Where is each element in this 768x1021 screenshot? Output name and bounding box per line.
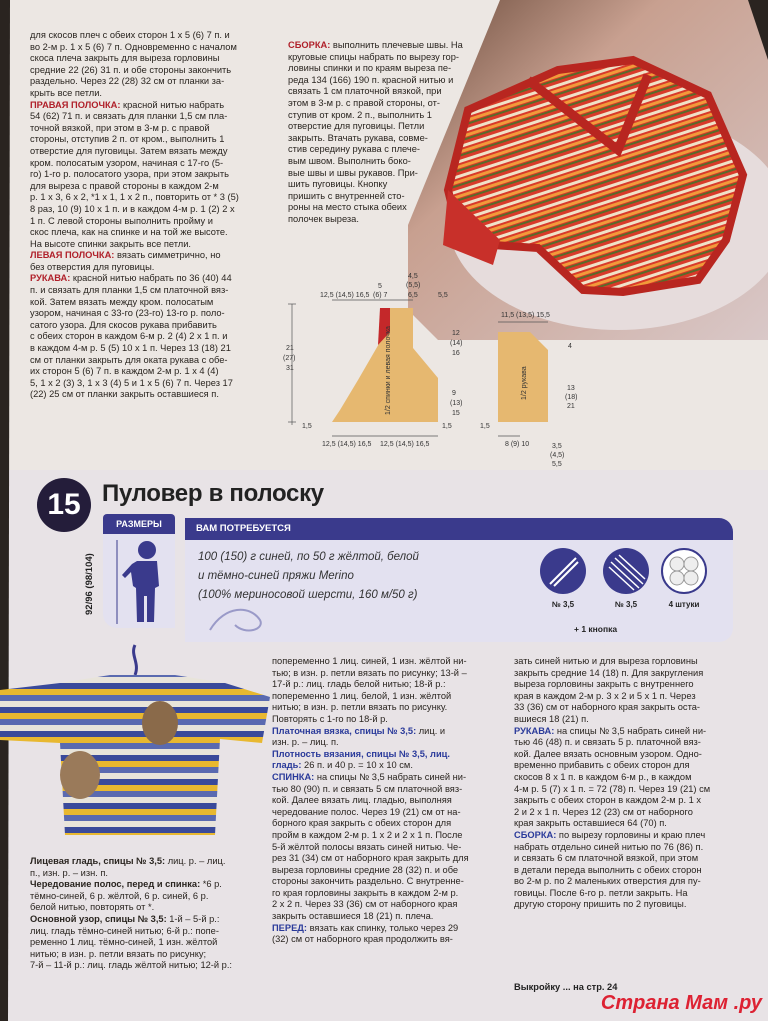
sleeve-1-5: 1,5 bbox=[480, 423, 490, 430]
text-line bbox=[30, 914, 272, 926]
pattern-number-badge: 15 bbox=[37, 478, 91, 532]
top-column-left bbox=[30, 30, 280, 401]
line-text: красной нитью набрать bbox=[120, 99, 225, 110]
tool-label-1: № 3,5 bbox=[551, 600, 575, 609]
text-line bbox=[30, 146, 280, 158]
text-line bbox=[514, 899, 746, 911]
text-line bbox=[30, 879, 272, 891]
line-text: закрыть оставшиеся 18 (21) п. плеча. bbox=[272, 911, 434, 922]
text-line bbox=[514, 714, 746, 726]
dim-side-3: 31 bbox=[286, 365, 294, 372]
sleeve-bottom: 8 (9) 10 bbox=[505, 441, 530, 448]
text-line bbox=[30, 100, 280, 112]
line-text: кой. Далее вязать лиц. гладью, выполняя bbox=[272, 795, 452, 806]
dim-side-1: 21 bbox=[286, 345, 294, 352]
yarn-swirl-icon bbox=[205, 600, 285, 640]
line-text: во 2-м р. по 2 маленьких отверстия для пу- bbox=[514, 876, 701, 887]
text-line bbox=[514, 784, 746, 796]
text-line bbox=[30, 216, 280, 228]
line-text: ременно 1 лиц. тёмно-синей, 1 изн. жёлтой bbox=[30, 937, 218, 948]
text-line bbox=[288, 86, 488, 98]
text-line bbox=[514, 679, 746, 691]
pattern-page-ref: Выкройку ... на стр. 24 bbox=[514, 982, 618, 992]
line-text: красной нитью набрать по 36 (40) 44 bbox=[70, 273, 232, 284]
line-text: 1-й – 5-й р.: bbox=[166, 913, 220, 924]
line-text: 7-й – 11-й р.: лиц. гладь жёлтой нитью; 12-й р.: bbox=[30, 960, 233, 971]
dim-bottom-a: 1,5 bbox=[302, 423, 312, 430]
text-line bbox=[30, 53, 280, 65]
line-text: вшиеся 18 (21) п. bbox=[514, 713, 589, 724]
text-line bbox=[30, 250, 280, 262]
yarn-line-2: и тёмно-синей пряжи Merino bbox=[198, 570, 354, 582]
text-line bbox=[30, 297, 280, 309]
text-line bbox=[514, 830, 746, 842]
materials-label: ВАМ ПОТРЕБУЕТСЯ bbox=[196, 523, 291, 534]
line-text: борного края закрыть с обеих сторон для bbox=[272, 818, 452, 829]
text-line bbox=[272, 807, 504, 819]
line-text: лиц. и bbox=[416, 725, 446, 736]
line-text: 1 п. С левой стороны выполнить пройму и bbox=[30, 215, 213, 226]
dim-side-2: (27) bbox=[283, 355, 296, 362]
pattern-schematic bbox=[280, 270, 580, 470]
text-line bbox=[272, 714, 504, 726]
text-line bbox=[30, 181, 280, 193]
striped-pullover-photo bbox=[0, 635, 270, 855]
dim-right-6: 15 bbox=[452, 410, 460, 417]
section-heading: РУКАВА: bbox=[30, 273, 71, 284]
line-text: кром. полосатым узором, начиная с 17-го (5- bbox=[30, 157, 224, 168]
dim-right-4: 9 bbox=[452, 390, 456, 397]
line-text: кой. Далее вязать основным узором. Одно- bbox=[514, 748, 702, 759]
line-text: нитью; в изн. р. петли вязать по рисунку; bbox=[30, 948, 207, 959]
line-text: го) 1-го р. полосатого узора, при этом закрыть bbox=[30, 169, 229, 180]
text-line bbox=[30, 65, 280, 77]
text-line bbox=[30, 856, 272, 868]
text-line bbox=[514, 691, 746, 703]
text-line bbox=[288, 202, 488, 214]
straight-needles-icon bbox=[540, 548, 586, 594]
dim-bottom-w1: 12,5 (14,5) 16,5 bbox=[322, 441, 372, 448]
text-line bbox=[272, 923, 504, 935]
text-line bbox=[30, 76, 280, 88]
line-text: чередование полос. Через 19 (21) см от на- bbox=[272, 806, 461, 817]
text-line bbox=[30, 331, 280, 343]
line-text: стороны, отступив 2 п. от кром., выполнить 1 bbox=[30, 134, 225, 145]
section-heading: РУКАВА: bbox=[514, 725, 555, 736]
line-text: другую сторону пришить по 2 пуговицы. bbox=[514, 899, 687, 910]
text-line bbox=[514, 818, 746, 830]
text-line bbox=[272, 853, 504, 865]
line-text: стороны закончить раздельно. С внутренне- bbox=[272, 876, 464, 887]
text-line bbox=[30, 285, 280, 297]
text-line bbox=[514, 737, 746, 749]
buttons-icon bbox=[661, 548, 707, 594]
line-text: 8 раз, 10 (9) 10 х 1 п. и в каждом 4-м р. 1 (2) 2 х bbox=[30, 203, 235, 214]
text-line bbox=[514, 795, 746, 807]
dim-right-1: 12 bbox=[452, 330, 460, 337]
line-text: попеременно 1 лиц. синей, 1 изн. жёлтой ни- bbox=[272, 656, 467, 666]
text-line bbox=[272, 760, 504, 772]
line-text: сатого узора. Для скосов рукава прибавить bbox=[30, 319, 217, 330]
text-line bbox=[30, 192, 280, 204]
bottom-column-b bbox=[272, 656, 504, 946]
text-line bbox=[30, 273, 280, 285]
text-line bbox=[272, 888, 504, 900]
line-text: связать 1 см платочной вязкой, при bbox=[288, 86, 442, 97]
text-line bbox=[288, 63, 488, 75]
line-text: попеременно 1 лиц. белой, 1 изн. жёлтой bbox=[272, 690, 452, 701]
line-text: для выреза с правой стороны в каждом 2-м bbox=[30, 180, 219, 191]
text-line bbox=[288, 191, 488, 203]
line-text: пришить с внутренней сто- bbox=[288, 190, 405, 201]
dim-right-2: (14) bbox=[450, 340, 463, 347]
dim-top-r2: (5,5) bbox=[406, 282, 421, 289]
top-column-right bbox=[288, 40, 488, 226]
text-line bbox=[30, 343, 280, 355]
text-line bbox=[272, 679, 504, 691]
line-text: ступив от кром. 2 п., выполнить 1 bbox=[288, 109, 432, 120]
text-line bbox=[288, 121, 488, 133]
line-text: в детали переда выполнить с обеих сторон bbox=[514, 864, 702, 875]
line-text: закрыть с обеих сторон в каждом 2-м р. 1 х bbox=[514, 795, 702, 806]
text-line bbox=[272, 726, 504, 738]
line-text: вые швы и швы рукавов. При- bbox=[288, 167, 418, 178]
line-text: выреза горловины закрыть с внутреннего bbox=[514, 679, 694, 690]
line-text: тью 80 (90) п. и связать 5 см платочной вяз- bbox=[272, 783, 463, 794]
line-text: раздельно. Через 22 (28) 32 см от планки за- bbox=[30, 76, 225, 87]
text-line bbox=[30, 366, 280, 378]
line-text: *6 р. bbox=[200, 879, 222, 890]
line-text: изн. р. – лиц. п. bbox=[272, 737, 339, 748]
line-text: круговые спицы набрать по вырезу гор- bbox=[288, 51, 459, 62]
text-line bbox=[30, 262, 280, 274]
text-line bbox=[30, 308, 280, 320]
text-line bbox=[272, 876, 504, 888]
line-text: выреза горловины средние 28 (32) п. и обе bbox=[272, 864, 459, 875]
text-line bbox=[30, 42, 280, 54]
text-line bbox=[288, 179, 488, 191]
line-text: скоса плеча закрыть для выреза горловины bbox=[30, 53, 220, 64]
line-text: вязать симметрично, но bbox=[114, 250, 221, 261]
text-line bbox=[514, 865, 746, 877]
line-text: рез 31 (34) см от наборного края закрыть для bbox=[272, 853, 469, 864]
sleeve-13: 13 bbox=[567, 385, 575, 392]
line-text: кой. Затем вязать между кром. полосатым bbox=[30, 296, 214, 307]
line-text: 26 п. и 40 р. = 10 х 10 см. bbox=[301, 760, 413, 771]
text-line bbox=[272, 842, 504, 854]
line-text: вязать как спинку, только через 29 bbox=[307, 922, 459, 933]
dim-top-left: 12,5 (14,5) 16,5 bbox=[320, 292, 370, 299]
text-line bbox=[272, 737, 504, 749]
text-line bbox=[272, 911, 504, 923]
line-text: говицы. После 6-го р. петли закрыть. На bbox=[514, 887, 688, 898]
line-text: см от планки закрыть для оката рукава с обе- bbox=[30, 354, 228, 365]
tool-label-3: 4 штуки bbox=[668, 600, 700, 609]
dim-top-r3: 6,5 bbox=[408, 292, 418, 299]
text-line bbox=[30, 926, 272, 938]
section-heading: СБОРКА: bbox=[514, 829, 557, 840]
text-line bbox=[272, 691, 504, 703]
text-line bbox=[30, 949, 272, 961]
yarn-line-1: 100 (150) г синей, по 50 г жёлтой, белой bbox=[198, 551, 419, 563]
line-text: полочек выреза. bbox=[288, 213, 359, 224]
line-text: в каждом 4-м р. 5 (5) 10 х 1 п. Через 13 (18) 21 bbox=[30, 343, 231, 354]
text-line bbox=[514, 760, 746, 772]
section-heading: Плотность вязания, спицы № 3,5, лиц. bbox=[272, 748, 450, 759]
dim-top-r1: 4,5 bbox=[408, 273, 418, 280]
line-text: стив середину рукава с плече- bbox=[288, 144, 420, 155]
line-text: реда 134 (166) 190 п. красной нитью и bbox=[288, 74, 454, 85]
text-line bbox=[30, 158, 280, 170]
line-text: (22) 25 см от планки закрыть оставшиеся п. bbox=[30, 389, 219, 400]
sizes-box bbox=[103, 534, 175, 628]
text-line bbox=[288, 40, 488, 52]
watermark-logo: Страна Мам .ру bbox=[600, 992, 762, 1014]
line-text: нитью; в изн. р. петли вязать по рисунку. bbox=[272, 702, 448, 713]
text-line bbox=[30, 30, 280, 42]
text-line bbox=[288, 110, 488, 122]
sleeve-label: 1/2 рукава bbox=[521, 366, 528, 400]
sleeve-4: 4 bbox=[568, 343, 572, 350]
line-text: их сторон 5 (6) 7 п. в каждом 2-м р. 1 х 4 (4) bbox=[30, 366, 219, 377]
bottom-column-a bbox=[30, 856, 272, 972]
line-text: тью 46 (48) п. и связать 5 р. платочной вяз- bbox=[514, 737, 701, 748]
line-text: роны на место стыка обеих bbox=[288, 202, 407, 213]
line-text: закрыть средние 14 (18) п. Для закругления bbox=[514, 667, 704, 678]
line-text: 33 (36) см от наборного края закрыть оста- bbox=[514, 702, 700, 713]
line-text: Повторять с 1-го по 18-й р. bbox=[272, 713, 388, 724]
tool-label-2: № 3,5 bbox=[614, 600, 638, 609]
line-text: на спицы № 3,5 набрать синей ни- bbox=[314, 771, 467, 782]
text-line bbox=[30, 227, 280, 239]
text-line bbox=[272, 784, 504, 796]
line-text: На высоте спинки закрыть все петли. bbox=[30, 238, 191, 249]
text-line bbox=[30, 355, 280, 367]
sizes-value: 92/96 (98/104) bbox=[84, 553, 95, 615]
text-line bbox=[288, 144, 488, 156]
line-text: края в каждом 2-м р. 3 х 2 и 5 х 1 п. Через bbox=[514, 690, 696, 701]
child-silhouette-icon bbox=[103, 534, 175, 628]
section-heading: ЛЕВАЯ ПОЛОЧКА: bbox=[30, 250, 115, 261]
section-heading: ПРАВАЯ ПОЛОЧКА: bbox=[30, 99, 121, 110]
text-line bbox=[30, 111, 280, 123]
text-line bbox=[30, 204, 280, 216]
text-line bbox=[288, 133, 488, 145]
text-line bbox=[272, 702, 504, 714]
text-line bbox=[288, 75, 488, 87]
text-line bbox=[30, 123, 280, 135]
line-text: по вырезу горловины и краю плеч bbox=[556, 829, 706, 840]
sleeve-18: (18) bbox=[565, 394, 578, 401]
section-heading: гладь: bbox=[272, 760, 302, 771]
section-heading: Чередование полос, перед и спинка: bbox=[30, 879, 201, 890]
line-text: го края горловины закрыть в каждом 2-м р. bbox=[272, 887, 459, 898]
line-text: узором, начиная с 33-го (23-го) 13-го р. поло- bbox=[30, 308, 225, 319]
text-line bbox=[272, 795, 504, 807]
text-line bbox=[30, 937, 272, 949]
text-line bbox=[30, 891, 272, 903]
sleeve-21: 21 bbox=[567, 403, 575, 410]
text-line bbox=[30, 902, 272, 914]
line-text: без отверстия для пуговицы. bbox=[30, 261, 155, 272]
line-text: 5, 1 х 2 (3) 3, 1 х 3 (4) 5 и 1 х 5 (6) 7 п. Через 17 bbox=[30, 377, 233, 388]
text-line bbox=[30, 88, 280, 100]
line-text: зать синей нитью и для выреза горловины bbox=[514, 656, 698, 666]
line-text: 2 и 2 х 1 п. Через 12 (23) см от наборного bbox=[514, 806, 693, 817]
dim-top-r4: 5,5 bbox=[438, 292, 448, 299]
text-line bbox=[514, 772, 746, 784]
line-text: закрыть. Втачать рукава, совме- bbox=[288, 132, 428, 143]
text-line bbox=[288, 98, 488, 110]
text-line bbox=[514, 668, 746, 680]
sizes-tab: РАЗМЕРЫ bbox=[103, 514, 175, 534]
text-line bbox=[30, 378, 280, 390]
dim-bottom-b: 1,5 bbox=[442, 423, 452, 430]
text-line bbox=[514, 807, 746, 819]
line-text: п. и связать для планки 1,5 см платочной вяз- bbox=[30, 285, 229, 296]
text-line bbox=[514, 726, 746, 738]
line-text: этом в 3-м р. с правой стороны, от- bbox=[288, 97, 440, 108]
dim-top-mid2: (6) 7 bbox=[373, 292, 388, 299]
section-heading: СПИНКА: bbox=[272, 771, 315, 782]
text-line bbox=[272, 668, 504, 680]
text-line bbox=[272, 899, 504, 911]
line-text: во 2-м р. 1 х 5 (6) 7 п. Одновременно с началом bbox=[30, 41, 237, 52]
line-text: п., изн. р. – изн. п. bbox=[30, 867, 109, 878]
text-line bbox=[272, 865, 504, 877]
yarn-line-3: (100% мериносовой шерсти, 160 м/50 г) bbox=[198, 589, 418, 601]
line-text: для скосов плеч с обеих сторон 1 х 5 (6) 7 п. и bbox=[30, 30, 230, 40]
section-heading: СБОРКА: bbox=[288, 40, 331, 50]
line-text: р. 1 х 3, 6 х 2, *1 х 1, 1 х 2 п., повторить от * 3 (5) bbox=[30, 192, 239, 203]
line-text: отверстие для пуговицы. Затем вязать между bbox=[30, 145, 228, 156]
text-line bbox=[272, 749, 504, 761]
yarn-description bbox=[198, 548, 419, 605]
line-text: вым швом. Выполнить боко- bbox=[288, 155, 411, 166]
line-text: средние 22 (26) 31 п. и обе стороны закончить bbox=[30, 64, 232, 75]
text-line bbox=[30, 134, 280, 146]
text-line bbox=[514, 842, 746, 854]
text-line bbox=[272, 830, 504, 842]
line-text: лиц. гладь тёмно-синей нитью; 6-й р.: попе- bbox=[30, 925, 219, 936]
line-text: скосов 8 х 1 п. в каждом 6-м р., в каждом bbox=[514, 771, 692, 782]
dim-right-5: (13) bbox=[450, 400, 463, 407]
text-line bbox=[514, 656, 746, 668]
line-text: с обеих сторон в каждом 6-м р. 2 (4) 2 х 1 п. и bbox=[30, 331, 228, 342]
line-text: набрать отдельно синей нитью по 76 (86) п. bbox=[514, 841, 704, 852]
text-line bbox=[514, 888, 746, 900]
line-text: ловины спинки и по краям выреза пе- bbox=[288, 63, 452, 74]
line-text: 2 х 2 п. Через 33 (36) см от наборного края bbox=[272, 899, 458, 910]
text-line bbox=[514, 702, 746, 714]
line-text: временно прибавить с обеих сторон для bbox=[514, 760, 690, 771]
dim-top-mid: 5 bbox=[378, 283, 382, 290]
line-text: края закрыть оставшиеся 64 (70) п. bbox=[514, 818, 667, 829]
text-line bbox=[30, 239, 280, 251]
text-line bbox=[30, 320, 280, 332]
line-text: 4-м р. 5 (7) х 1 п. = 72 (78) п. Через 19 (21) см bbox=[514, 783, 711, 794]
line-text: скос плеча, как на спинке и на той же высоте. bbox=[30, 227, 228, 238]
line-text: 54 (62) 71 п. и связать для планки 1,5 см пла- bbox=[30, 111, 228, 122]
bottom-column-c bbox=[514, 656, 746, 911]
text-line bbox=[514, 749, 746, 761]
dim-right-3: 16 bbox=[452, 350, 460, 357]
line-text: лиц. р. – лиц. bbox=[165, 856, 226, 866]
section-heading: ПЕРЕД: bbox=[272, 922, 308, 933]
line-text: шить пуговицы. Кнопку bbox=[288, 179, 388, 190]
sleeve-3-5: 3,5 bbox=[552, 443, 562, 450]
line-text: тью; в изн. р. петли вязать по рисунку; 13-й – bbox=[272, 667, 467, 678]
text-line bbox=[30, 389, 280, 401]
double-pointed-needles-icon bbox=[603, 548, 649, 594]
pattern-title: Пуловер в полоску bbox=[102, 480, 324, 507]
line-text: и связать 6 см платочной вязкой, при этом bbox=[514, 853, 699, 864]
line-text: крыть все петли. bbox=[30, 87, 102, 98]
sleeve-top: 11,5 (13,5) 15,5 bbox=[501, 312, 550, 319]
line-text: на спицы № 3,5 набрать синей ни- bbox=[554, 725, 707, 736]
piece-label: 1/2 спинки и левая полочка bbox=[385, 326, 392, 415]
text-line bbox=[272, 772, 504, 784]
line-text: точной вязкой, при этом в 3-м р. с правой bbox=[30, 122, 210, 133]
text-line bbox=[288, 156, 488, 168]
line-text: тёмно-синей, 6 р. жёлтой, 6 р. синей, 6 р. bbox=[30, 890, 209, 901]
dim-bottom-w2: 12,5 (14,5) 16,5 bbox=[380, 441, 430, 448]
text-line bbox=[30, 960, 272, 972]
line-text: пройм в каждом 2-м р. 1 х 2 и 2 х 1 п. После bbox=[272, 829, 463, 840]
text-line bbox=[30, 868, 272, 880]
text-line bbox=[288, 52, 488, 64]
text-line bbox=[288, 214, 488, 226]
line-text: выполнить плечевые швы. На bbox=[330, 40, 463, 50]
line-text: (32) см от наборного края продолжить вя- bbox=[272, 934, 453, 945]
text-line bbox=[514, 876, 746, 888]
section-heading: Платочная вязка, спицы № 3,5: bbox=[272, 725, 417, 736]
snap-note: + 1 кнопка bbox=[574, 624, 618, 634]
section-heading: Лицевая гладь, спицы № 3,5: bbox=[30, 856, 166, 866]
sleeve-5-5: 5,5 bbox=[552, 461, 562, 468]
section-heading: Основной узор, спицы № 3,5: bbox=[30, 913, 167, 924]
text-line bbox=[272, 934, 504, 946]
text-line bbox=[30, 169, 280, 181]
text-line bbox=[514, 853, 746, 865]
line-text: белой нитью, повторять от *. bbox=[30, 902, 155, 913]
text-line bbox=[288, 168, 488, 180]
line-text: 17-й р.: лиц. гладь белой нитью; 18-й р.: bbox=[272, 679, 446, 690]
text-line bbox=[272, 656, 504, 668]
sleeve-4-5: (4,5) bbox=[550, 452, 565, 459]
line-text: 5-й жёлтой полосы вязать синей нитью. Че- bbox=[272, 841, 462, 852]
line-text: отверстие для пуговицы. Петли bbox=[288, 121, 425, 132]
text-line bbox=[272, 818, 504, 830]
